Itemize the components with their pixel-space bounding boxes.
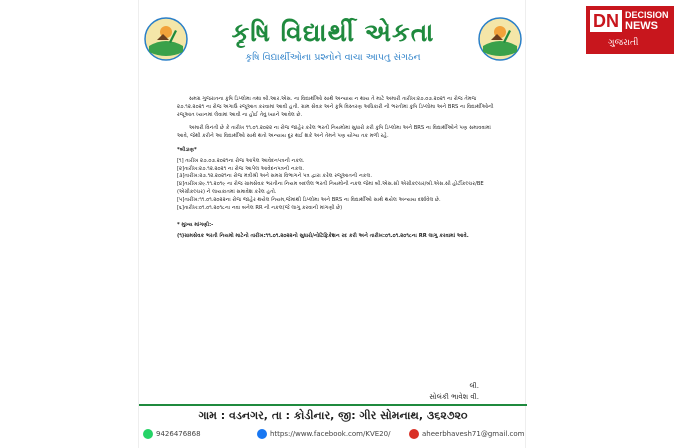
dn-logo-text: DECISION (625, 10, 669, 20)
letterhead-title: કૃષિ વિદ્યાર્થી એકતા (231, 18, 435, 47)
facebook-icon (257, 429, 267, 439)
signature-block (429, 381, 479, 403)
facebook-contact[interactable] (257, 424, 390, 444)
attachment-item: [૫]તારીખ:૧૧.૦૧.૨૦૨૨ના રોજ જાહેર થયેલ નિયમ,જેમાંથી ડિપ્લોમા અને BRS ના વિદ્યાર્થીઓ સાથે થયેલ અન્યાય દર્શાવેલ છે. (177, 196, 441, 203)
signature-name: સોલંકી ભાવેશ વી. (429, 393, 479, 401)
attachments-heading: *બીડાણ* (177, 146, 197, 153)
attachment-item: [૧] તારીખ ૨૭.૦૭.૨૦૨૧ના રોજ આપેલ આવેદનપત્રની નકલ. (177, 157, 305, 164)
whatsapp-icon (143, 429, 153, 439)
email-icon (409, 429, 419, 439)
dn-logo-language: ગુજરાતી (608, 38, 639, 48)
paragraph-request: અમારી વિનંતી છે કે તારીખ ૧૧.૦૧.૨૦૨૨ ના રોજ જાહેર કરેલ ભરતી નિયમોમાં સુધારો કરી કૃષિ ડિપ્લોમા અને BRS ના વિદ્યાર્થીઓને પણ સમાવવામાં આવે, જેથી કરીને આ વિદ્યાર્થીઓ સાથે થતો અન્યાય દૂર થઈ શકે અને તેમને પણ યોગ્ય તક મળી રહે. (177, 125, 491, 140)
demands-heading: * મુખ્ય માંગણી:- (177, 222, 214, 229)
letter-body (177, 96, 495, 241)
paragraph-intro: સમગ્ર ગુજરાતના કૃષિ ડિપ્લોમા તથા બી.આર.એસ. ના વિદ્યાર્થીઓ સાથે અન્યાય ન થાય તે માટે અમારી તારીખ:૨૭.૦૭.૨૦૨૧ ના રોજ તેમજ ૨૭.૧૨.૨૦૨૧ ના રોજ અગાઉ રજૂઆત કરવામાં આવી હતી. ગ્રામ સેવક અને કૃષિ વિસ્તરણ અધિકારી ની ભરતીમાં કૃષિ ડિપ્લોમા અને BRS ના વિદ્યાર્થીઓની રજૂઆત ધ્યાનમાં લેવામાં આવી ના હોઈ તેવું ધ્યાને આવેલ છે. (177, 96, 494, 118)
letterhead (139, 6, 527, 72)
decision-news-watermark (586, 6, 674, 54)
farmer-logo-icon (143, 16, 189, 62)
footer-address: ગામ : વડનગર, તા : કોડીનાર, જી: ગીર સોમનાથ, ૩૬૨૭૨૦ (139, 404, 527, 426)
attachment-item: [૩]તારીખ:૨૭.૧૨.૨૦૨૧ના રોજ મંત્રીશ્રી અને સમગ્ર વિભાગને પત્ર દ્વારા કરેલ રજૂઆતની નકલ. (177, 173, 373, 180)
attachment-item: [૨]તારીખ:૨૭.૧૨.૨૦૨૧ ના રોજ આપેલ આવેદનપત્રની નકલ. (177, 165, 305, 172)
footer-contacts (139, 424, 527, 444)
letter-page (138, 0, 526, 448)
dn-logo-mark: DN (590, 10, 622, 32)
attachment-item: [૪]તારીખ:૨૯.૧૧.૨૦૧૯ ના રોજ ગ્રામસેવક ભરતીના નિયમ બદલેલ ભરતી નિયમોની નકલ જેમાં બી.એસ.સી એગ્રીકલ્ચર/બી.એસ.સી હોર્ટીકલ્ચર/BE (એગ્રીકલ્ચર) ને લાયકાતમાં સમાવેશ કરેલ હતો. (177, 181, 484, 195)
farmer-logo-icon (477, 16, 523, 62)
phone-number: 9426476868 (156, 430, 201, 438)
dn-logo-text: NEWS (625, 20, 658, 32)
demand-text: (૧)ગ્રામસેવક ભરતી નિયમો માટેનો તારીખ:૧૧.૦૧.૨૦૨૨નો સુધારો/નોટિફિકેશન રદ કરી અને તારીખ:૦૧.૦૧.૨૦૧૮ના RR લાગુ કરવામાં આવે. (177, 233, 469, 240)
email-address[interactable]: aheerbhavesh71@gmail.com (422, 430, 525, 438)
email-contact[interactable] (409, 424, 524, 444)
facebook-link[interactable]: https://www.facebook.com/KVE20/ (270, 430, 391, 438)
letterhead-subtitle: કૃષિ વિદ્યાર્થીઓના પ્રશ્નોને વાચા આપતુ સંગઠન (245, 52, 421, 63)
attachment-item: [૬]તારીખ:૦૧.૦૧.૨૦૧૮ના નવા બનેલ RR ની નકલ(જે લાગુ કરવાની માંગણી છે) (177, 204, 343, 211)
phone-contact (143, 424, 201, 444)
signature-line: લી. (469, 382, 479, 390)
